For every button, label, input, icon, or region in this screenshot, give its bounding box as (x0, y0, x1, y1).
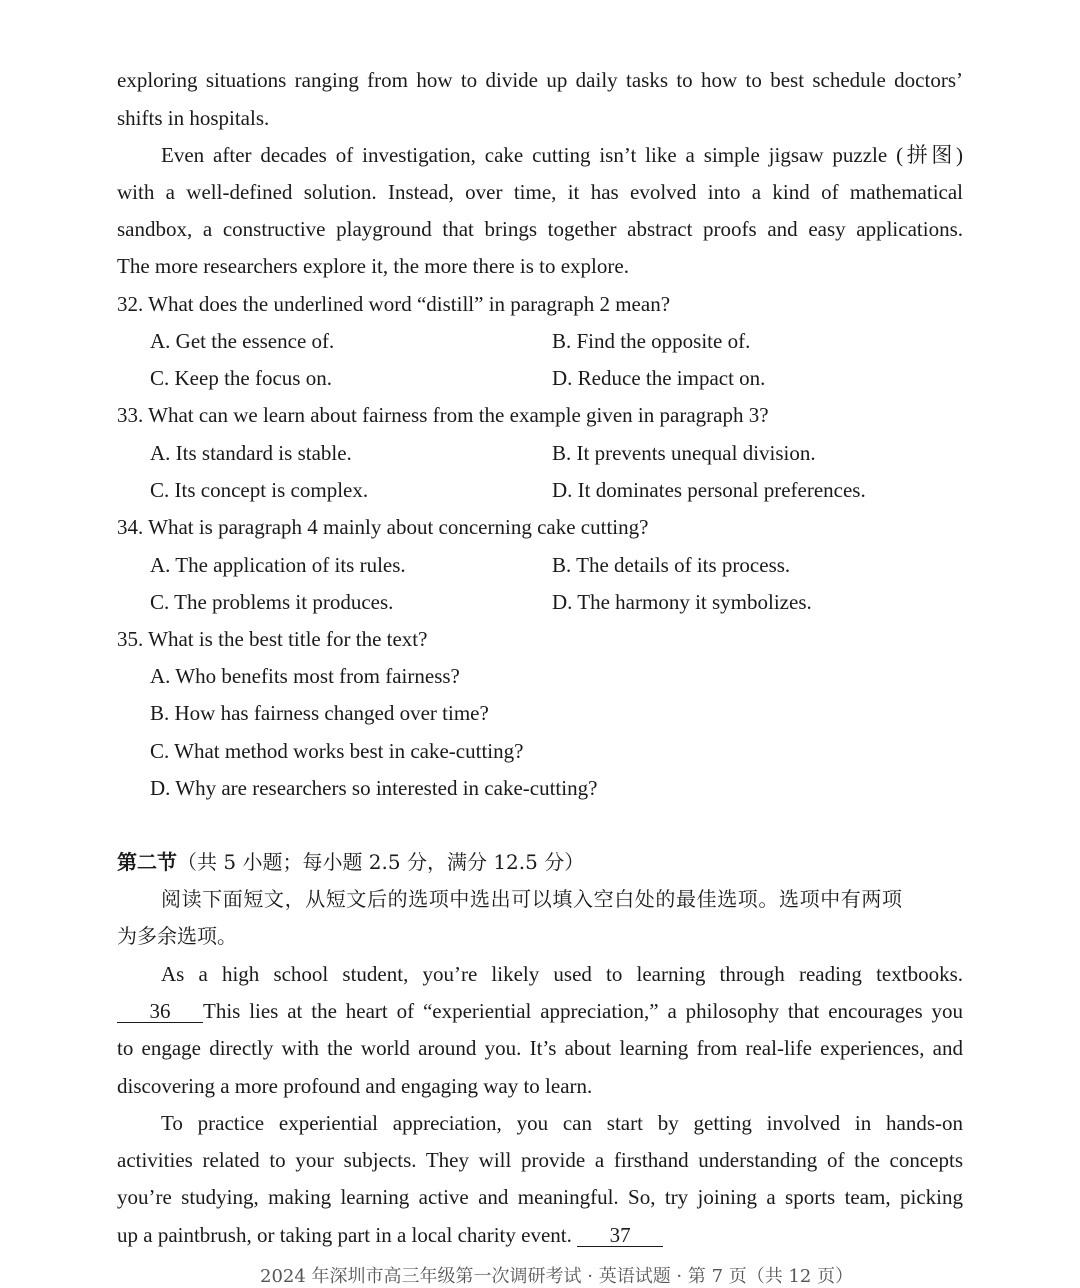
section2-instruction-line-1: 阅读下面短文，从短文后的选项中选出可以填入空白处的最佳选项。选项中有两项 (161, 887, 903, 911)
question-32-option-a: A. Get the essence of. (150, 329, 335, 353)
question-34-option-c: C. The problems it produces. (150, 590, 394, 614)
passage2-line-7: you’re studying, making learning active and meaningful. So, try joining a sports team, picking (117, 1185, 963, 1209)
question-33-stem: 33. What can we learn about fairness from the example given in paragraph 3? (117, 403, 769, 427)
passage2-line-1: As a high school student, you’re likely used to learning through reading textbooks. (161, 962, 963, 986)
question-34-option-b: B. The details of its process. (552, 553, 791, 577)
passage2-line-6: activities related to your subjects. They will provide a firsthand understanding of the concepts (117, 1148, 963, 1172)
question-34-option-d: D. The harmony it symbolizes. (552, 590, 812, 614)
section2-heading: 第二节 (117, 850, 177, 874)
page-footer: 2024 年深圳市高三年级第一次调研考试 · 英语试题 · 第 7 页（共 12 页） (260, 1266, 854, 1287)
passage2-line-3: to engage directly with the world around you. It’s about learning from real-life experiences, and (117, 1036, 963, 1060)
question-34-stem: 34. What is paragraph 4 mainly about concerning cake cutting? (117, 515, 649, 539)
question-32-option-d: D. Reduce the impact on. (552, 366, 766, 390)
question-35-option-d: D. Why are researchers so interested in cake-cutting? (150, 776, 598, 800)
blank-37[interactable]: 37 (577, 1224, 663, 1247)
passage2-line-2 (117, 997, 963, 1025)
question-32-option-b: B. Find the opposite of. (552, 329, 751, 353)
question-33-option-a: A. Its standard is stable. (150, 441, 352, 465)
question-35-option-a: A. Who benefits most from fairness? (150, 664, 460, 688)
blank-36[interactable]: 36 (117, 1000, 203, 1023)
section2-heading-row (117, 848, 963, 876)
question-35-stem: 35. What is the best title for the text? (117, 627, 428, 651)
passage1-line-4: with a well-defined solution. Instead, over time, it has evolved into a kind of mathematical (117, 180, 963, 204)
passage2-line-4: discovering a more profound and engaging way to learn. (117, 1074, 593, 1098)
question-32-stem: 32. What does the underlined word “distill” in paragraph 2 mean? (117, 292, 671, 316)
question-32-option-c: C. Keep the focus on. (150, 366, 332, 390)
passage2-line-8 (117, 1221, 963, 1249)
question-34-option-a: A. The application of its rules. (150, 553, 406, 577)
passage2-line-5: To practice experiential appreciation, you can start by getting involved in hands-on (161, 1111, 963, 1135)
section2-instruction-line-2: 为多余选项。 (117, 924, 237, 948)
passage1-line-2: shifts in hospitals. (117, 106, 270, 130)
passage1-line-1: exploring situations ranging from how to divide up daily tasks to how to best schedule doctors’ (117, 68, 963, 92)
question-33-option-c: C. Its concept is complex. (150, 478, 369, 502)
passage1-line-6: The more researchers explore it, the more there is to explore. (117, 254, 629, 278)
passage1-line-3: Even after decades of investigation, cake cutting isn’t like a simple jigsaw puzzle (拼图) (161, 143, 963, 167)
passage2-line-2-text: This lies at the heart of “experiential appreciation,” a philosophy that encourages you (203, 999, 963, 1023)
question-35-option-b: B. How has fairness changed over time? (150, 701, 489, 725)
section2-heading-note: （共 5 小题；每小题 2.5 分，满分 12.5 分） (177, 850, 585, 874)
question-33-option-b: B. It prevents unequal division. (552, 441, 816, 465)
passage1-line-5: sandbox, a constructive playground that brings together abstract proofs and easy applications. (117, 217, 963, 241)
question-33-option-d: D. It dominates personal preferences. (552, 478, 866, 502)
passage2-line-8-text: up a paintbrush, or taking part in a local charity event. (117, 1223, 578, 1247)
question-35-option-c: C. What method works best in cake-cutting? (150, 739, 524, 763)
